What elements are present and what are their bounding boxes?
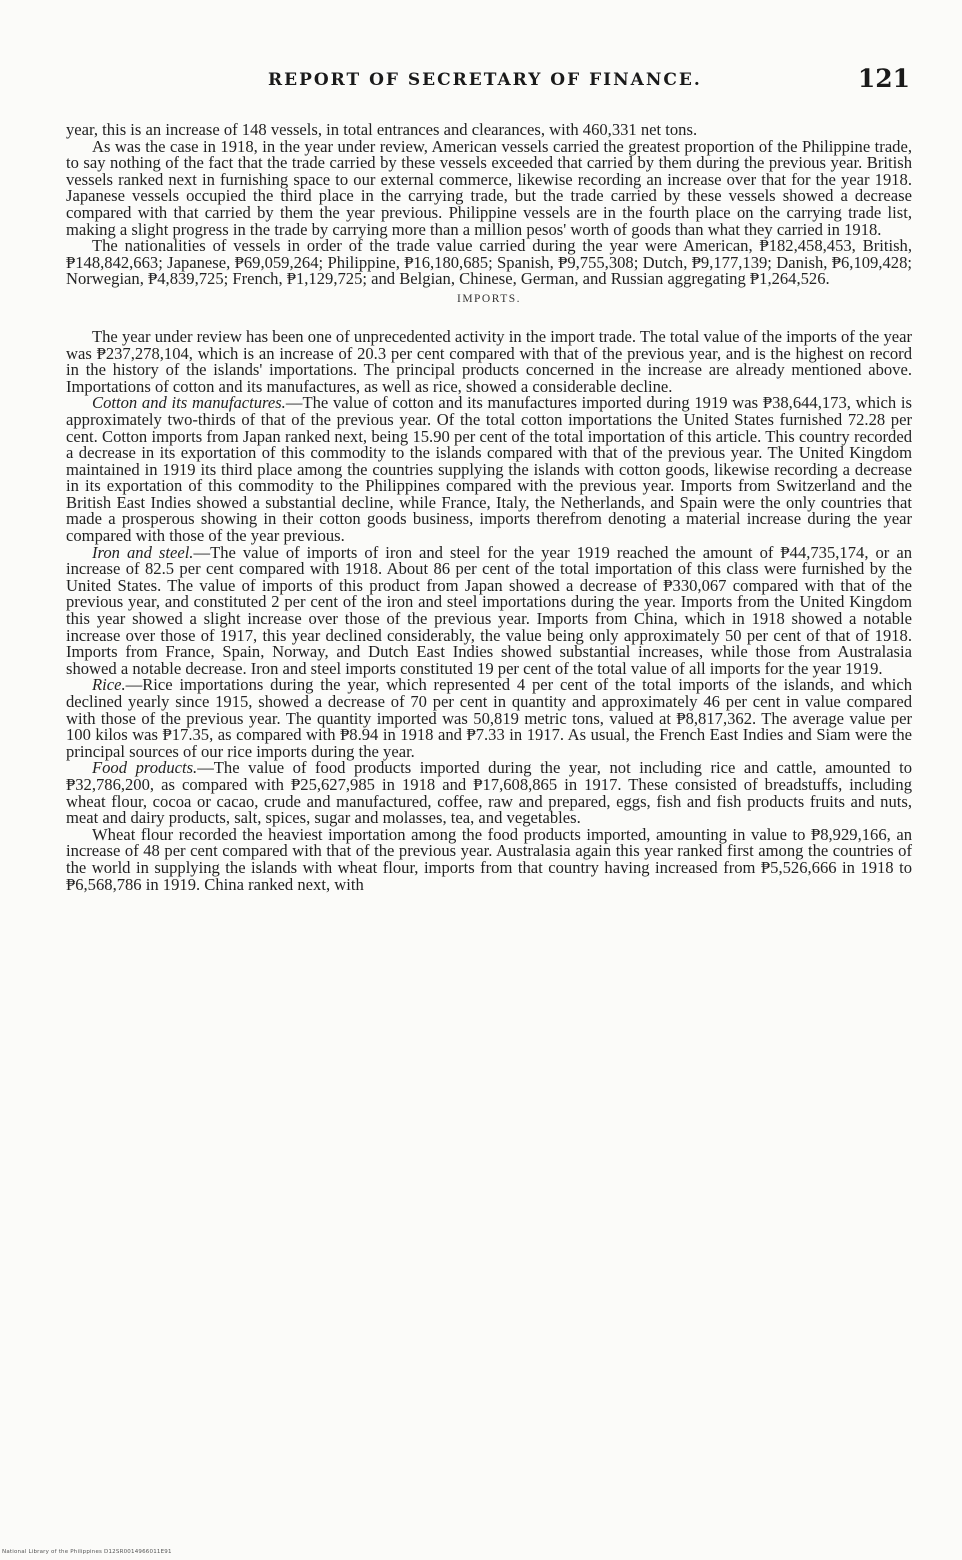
page-header: [250, 64, 910, 104]
paragraph-cotton: [66, 395, 912, 544]
iron-steel-text: —The value of imports of iron and steel for the year 1919 reached the amount of ₱44,735,174, or an increase of 82.5 per cent compared with 1918. About 86 per cent of the total importation of this class were furnished by the United States. The value of imports of this product from Japan showed a decrease of ₱330,067 compared with that of the previous year, and constituted 2 per cent of the iron and steel importations during the year. Imports from the United Kingdom this year showed a slight increase over those of the previous year. Imports from China, which in 1918 showed a notable increase over those of 1917, this year declined considerably, the value being only approximately 50 per cent of that of 1918. Imports from France, Spain, Norway, and Dutch East Indies showed substantial increases, while those from Australasia showed a notable decrease. Iron and steel imports constituted 19 per cent of the total value of all imports for the year 1919.: [66, 542, 912, 678]
paragraph-wheat-flour: Wheat flour recorded the heaviest importation among the food products imported, amounting in value to ₱8,929,166, an increase of 48 per cent compared with that of the previous year. Australasia again this year ranked first among the countries of the world in supplying the islands with wheat flour, imports from that country having increased from ₱5,526,666 in 1918 to ₱6,568,786 in 1919. China ranked next, with: [66, 824, 912, 894]
page-number: 121: [857, 64, 910, 93]
running-title: REPORT OF SECRETARY OF FINANCE.: [268, 70, 702, 90]
paragraph-vessel-nationalities: The nationalities of vessels in order of the trade value carried during the year were American, ₱182,458,453, British, ₱148,842,663; Japanese, ₱69,059,264; Philippine, ₱16,180,685; Spanish, ₱9,755,308; Dutch, ₱9,177,139; Danish, ₱6,109,428; Norwegian, ₱4,839,725; French, ₱1,129,725; and Belgian, Chinese, German, and Russian aggregating ₱1,264,526.: [66, 236, 912, 289]
paragraph-vessels-trade: As was the case in 1918, in the year under review, American vessels carried the greatest proportion of the Philippine trade, to say nothing of the fact that the trade carried by these vessels exceeded that carried by them during the previous year. British vessels ranked next in furnishing space to our external commerce, likewise recording an increase over that for the year 1918. Japanese vessels occupied the third place in the carrying trade, but the trade carried by these vessels showed a decrease compared with that carried by them the year previous. Philippine vessels are in the fourth place on the carrying trade list, making a slight progress in the trade by carrying more than a million pesos' worth of goods than what they carried in 1918.: [66, 136, 912, 239]
paragraph-imports-overview: The year under review has been one of unprecedented activity in the import trade. The total value of the imports of the year was ₱237,278,104, which is an increase of 20.3 per cent compared with that of the previous year, and is the highest on record in the history of the islands' importations. The principal products concerned in the increase are already mentioned above. Importations of cotton and its manufactures, as well as rice, showed a considerable decline.: [66, 326, 912, 396]
food-products-text: —The value of food products imported during the year, not including rice and cattle, amounted to ₱32,786,200, as compared with ₱25,627,985 in 1918 and ₱17,608,865 in 1917. These consisted of breadstuffs, including wheat flour, cocoa or cacao, crude and manufactured, coffee, raw and prepared, eggs, fish and fish products fruits and nuts, meat and dairy products, salt, spices, sugar and molasses, tea, and vegetables.: [66, 758, 912, 828]
rice-subheading: Rice.: [92, 675, 126, 695]
paragraph-iron-steel: [66, 542, 912, 678]
rice-text: —Rice importations during the year, which represented 4 per cent of the total imports of the islands, and which declined yearly since 1915, showed a decrease of 70 per cent in quantity and approximately 46 per cent in value compared with those of the previous year. The quantity imported was 50,819 metric tons, valued at ₱8,817,362. The average value per 100 kilos was ₱17.35, as compared with ₱8.94 in 1918 and ₱7.33 in 1917. As usual, the French East Indies and Siam were the principal sources of our rice imports during the year.: [66, 675, 912, 761]
library-footer-note: National Library of the Philippines D12SR0014966011E91: [2, 1549, 172, 1555]
iron-steel-subheading: Iron and steel.: [92, 542, 194, 562]
food-products-subheading: Food products.: [92, 758, 198, 778]
cotton-text: —The value of cotton and its manufactures imported during 1919 was ₱38,644,173, which is approximately two-thirds of that of the previous year. Of the total cotton importations the United States furnished 72.28 per cent. Cotton imports from Japan ranked next, being 15.90 per cent of the total importation of this article. This country recorded a decrease in its exportation of this commodity to the islands compared with that of the previous year. The United Kingdom maintained in 1919 its third place among the countries supplying the islands with cotton goods, likewise recording a decrease in its exportation of this commodity to the Philippines compared with the previous year. Imports from Switzerland and the British East Indies showed a substantial decline, while France, Italy, the Netherlands, and Spain were the only countries that made a prosperous showing in their cotton goods business, imports therefrom denoting a material increase during the year compared with those of the year previous.: [66, 393, 913, 546]
section-heading-imports: IMPORTS.: [456, 292, 522, 305]
paragraph-rice: [66, 677, 912, 760]
paragraph-continuation: year, this is an increase of 148 vessels, in total entrances and clearances, with 460,331 net tons.: [66, 120, 698, 139]
body-text: [66, 122, 912, 893]
cotton-subheading: Cotton and its manufactures.: [92, 393, 286, 413]
paragraph-food-products: [66, 760, 912, 826]
